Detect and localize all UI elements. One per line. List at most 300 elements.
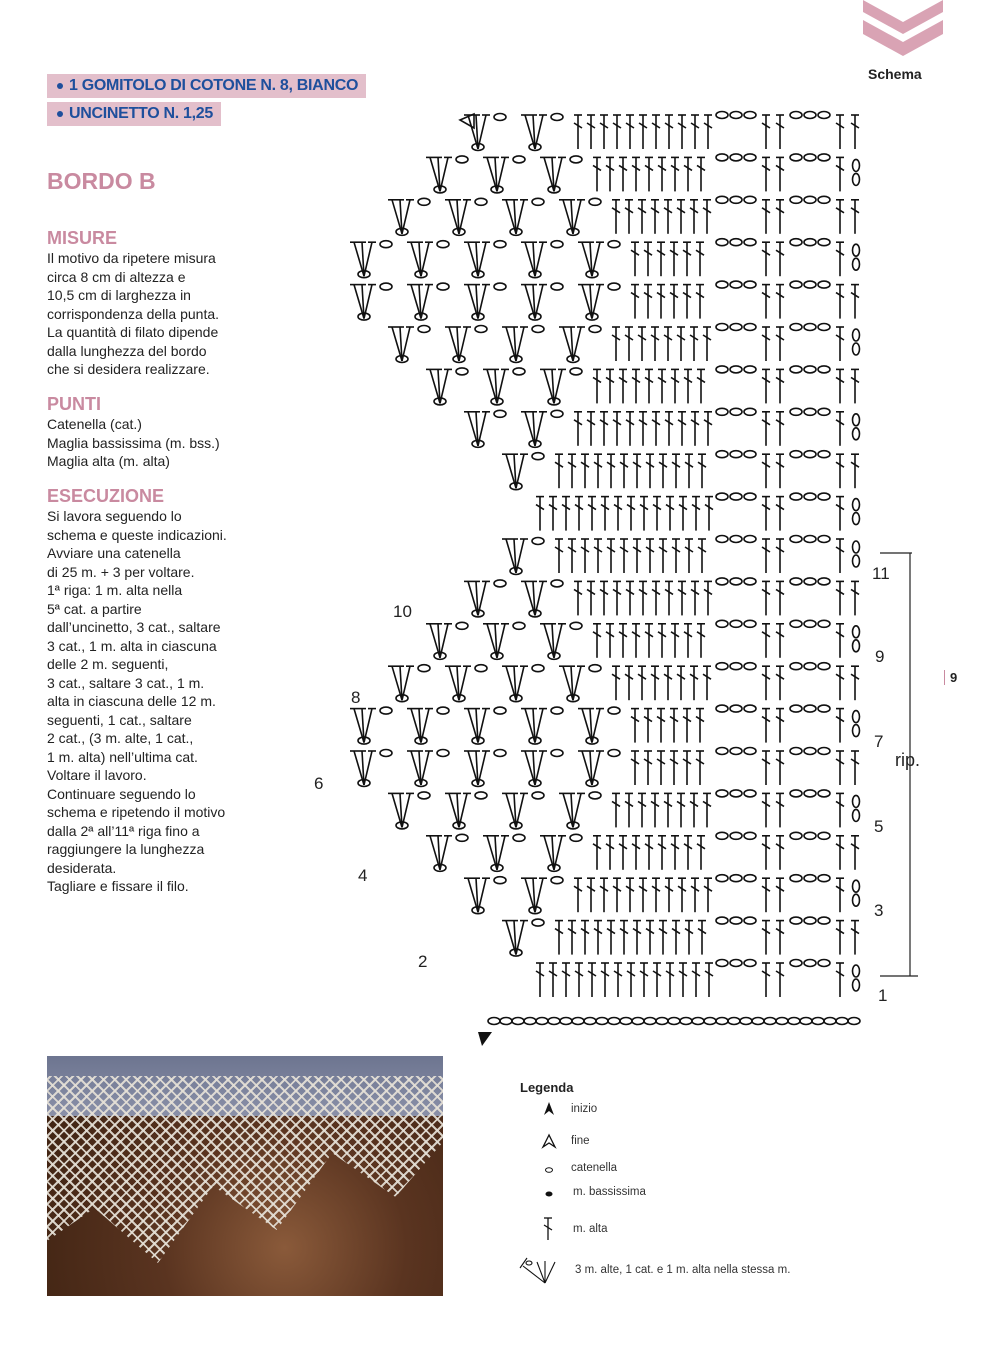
text-line: di 25 m. + 3 per voltare. (47, 563, 195, 580)
chain-stitch (744, 748, 756, 755)
row-label: 7 (874, 732, 884, 751)
text-line: 1ª riga: 1 m. alta nella (47, 582, 183, 598)
text-line: circa 8 cm di altezza e (47, 268, 186, 285)
page-title: BORDO B (47, 168, 156, 194)
chain-stitch (570, 156, 582, 163)
chain-stitch (818, 112, 830, 119)
chain-stitch (596, 1018, 608, 1025)
chain-stitch (790, 408, 802, 415)
text-line: schema e ripetendo il motivo (47, 804, 226, 820)
turning-chain (853, 880, 860, 892)
chain-stitch (716, 196, 728, 203)
chain-stitch (456, 368, 468, 375)
text-line: Maglia bassissima (m. bss.) (47, 434, 220, 451)
chain-stitch (744, 239, 756, 246)
turning-chain (853, 173, 860, 185)
text-line: 2 cat., (3 m. alte, 1 cat., (47, 730, 194, 746)
chain-stitch (716, 748, 728, 755)
chain-stitch (608, 241, 620, 248)
chain-stitch (790, 578, 802, 585)
heading-esecuzione: ESECUZIONE (47, 486, 165, 506)
chain-stitch (804, 281, 816, 288)
chain-stitch (551, 241, 563, 248)
chain-stitch (570, 622, 582, 629)
turning-chain (853, 513, 860, 525)
chain-stitch (644, 1018, 656, 1025)
chain-stitch (744, 493, 756, 500)
row-label: 5 (874, 817, 884, 836)
chain-stitch (532, 919, 544, 926)
chain-stitch (790, 451, 802, 458)
chain-stitch (536, 1018, 548, 1025)
chain-stitch (804, 578, 816, 585)
chain-stitch (512, 1018, 524, 1025)
chain-stitch (494, 410, 506, 417)
chain-stitch (570, 368, 582, 375)
text-line: Maglia alta (m. alta) (47, 453, 170, 469)
chain-stitch (744, 960, 756, 967)
chain-stitch (716, 408, 728, 415)
chain-stitch (818, 281, 830, 288)
text-line: Si lavora seguendo lo (47, 508, 182, 524)
text-line: delle 2 m. seguenti, (47, 656, 169, 672)
chain-stitch (494, 877, 506, 884)
chain-stitch (494, 707, 506, 714)
turning-chain (853, 626, 860, 638)
chain-stitch (804, 536, 816, 543)
chain-stitch (730, 578, 742, 585)
chain-oval-icon (546, 1168, 553, 1173)
text-line: dall’uncinetto, 3 cat., saltare (47, 619, 221, 635)
chain-stitch (790, 620, 802, 627)
chain-stitch (836, 1018, 848, 1025)
chain-stitch (818, 832, 830, 839)
chain-stitch (804, 705, 816, 712)
chain-stitch (818, 663, 830, 670)
chain-stitch (437, 707, 449, 714)
chain-stitch (818, 196, 830, 203)
chain-stitch (804, 748, 816, 755)
chain-stitch (728, 1018, 740, 1025)
chain-stitch (818, 578, 830, 585)
end-arrow-icon (460, 114, 474, 128)
chain-stitch (716, 281, 728, 288)
turning-chain (853, 711, 860, 723)
chain-stitch (456, 622, 468, 629)
legend-label: 3 m. alte, 1 cat. e 1 m. alta nella stessa m. (575, 1264, 791, 1276)
chain-stitch (744, 578, 756, 585)
chain-stitch (744, 451, 756, 458)
chain-stitch (494, 114, 506, 121)
chain-stitch (818, 154, 830, 161)
chain-stitch (572, 1018, 584, 1025)
chain-stitch (740, 1018, 752, 1025)
text-line: La quantità di filato dipende (47, 324, 219, 340)
chain-stitch (668, 1018, 680, 1025)
chain-stitch (818, 239, 830, 246)
chain-stitch (730, 705, 742, 712)
chain-stitch (716, 451, 728, 458)
chain-stitch (730, 663, 742, 670)
double-crochet-icon (544, 1218, 552, 1240)
chain-stitch (716, 154, 728, 161)
chain-stitch (818, 451, 830, 458)
chain-stitch (818, 493, 830, 500)
chain-stitch (730, 451, 742, 458)
chain-stitch (532, 326, 544, 333)
text-line: dalla 2ª all’11ª riga fino a (47, 822, 200, 839)
turning-chain (853, 555, 860, 567)
chain-stitch (716, 578, 728, 585)
start-arrow-icon (478, 1032, 492, 1046)
text-line: Continuare seguendo lo (47, 785, 196, 802)
turning-chain (853, 795, 860, 807)
chain-stitch (804, 620, 816, 627)
chain-stitch (818, 875, 830, 882)
chain-stitch (804, 366, 816, 373)
chain-stitch (532, 792, 544, 799)
chain-stitch (716, 917, 728, 924)
chain-stitch (716, 960, 728, 967)
chain-stitch (804, 663, 816, 670)
turning-chain (853, 329, 860, 341)
chain-stitch (730, 112, 742, 119)
chain-stitch (730, 748, 742, 755)
turning-chain (853, 809, 860, 821)
chain-stitch (744, 790, 756, 797)
chain-stitch (818, 748, 830, 755)
chain-stitch (437, 750, 449, 757)
chain-stitch (730, 790, 742, 797)
chain-stitch (680, 1018, 692, 1025)
chain-stitch (716, 1018, 728, 1025)
chain-stitch (776, 1018, 788, 1025)
chain-stitch (818, 705, 830, 712)
chain-stitch (608, 707, 620, 714)
chain-stitch (744, 408, 756, 415)
chain-stitch (532, 198, 544, 205)
chain-stitch (744, 196, 756, 203)
chain-stitch (752, 1018, 764, 1025)
text-line: desiderata. (47, 859, 117, 876)
chain-stitch (790, 154, 802, 161)
chain-stitch (790, 705, 802, 712)
chain-stitch (818, 917, 830, 924)
chain-stitch (730, 917, 742, 924)
chain-stitch (437, 241, 449, 248)
chain-stitch (716, 620, 728, 627)
turning-chain (853, 414, 860, 426)
chain-stitch (716, 239, 728, 246)
chain-stitch (744, 366, 756, 373)
turning-chain (853, 499, 860, 511)
turning-chain (853, 343, 860, 355)
turning-chain (853, 159, 860, 171)
text-line: Avviare una catenella (47, 545, 181, 561)
chain-stitch (380, 750, 392, 757)
page-number: 9 (944, 670, 957, 685)
chain-stitch (764, 1018, 776, 1025)
heading-misure: MISURE (47, 228, 118, 248)
chain-stitch (437, 283, 449, 290)
chain-stitch (513, 156, 525, 163)
chain-stitch (790, 917, 802, 924)
section-label: Schema (868, 66, 922, 82)
chain-stitch (790, 960, 802, 967)
text-line: Catenella (cat.) (47, 416, 142, 432)
chain-stitch (730, 536, 742, 543)
chain-stitch (818, 790, 830, 797)
chain-stitch (730, 366, 742, 373)
filled-arrow-icon (544, 1102, 554, 1115)
chain-stitch (730, 620, 742, 627)
chain-stitch (524, 1018, 536, 1025)
chain-stitch (548, 1018, 560, 1025)
chain-stitch (790, 536, 802, 543)
chain-stitch (589, 326, 601, 333)
outline-arrow-icon (543, 1135, 555, 1147)
chain-stitch (418, 665, 430, 672)
chain-stitch (790, 832, 802, 839)
chain-stitch (790, 748, 802, 755)
chain-stitch (804, 875, 816, 882)
chain-stitch (475, 326, 487, 333)
chain-stitch (716, 832, 728, 839)
chain-stitch (730, 281, 742, 288)
chain-stitch (744, 917, 756, 924)
legend-label: inizio (571, 1103, 598, 1115)
chain-stitch (790, 790, 802, 797)
chain-stitch (818, 960, 830, 967)
chain-stitch (716, 790, 728, 797)
row-label: 10 (393, 602, 412, 621)
material-text: 1 GOMITOLO DI COTONE N. 8, BIANCO (69, 77, 359, 94)
chain-stitch (716, 663, 728, 670)
chain-stitch (744, 832, 756, 839)
chain-stitch (494, 241, 506, 248)
chain-stitch (716, 366, 728, 373)
row-label: 11 (872, 564, 890, 583)
text-line: che si desidera realizzare. (47, 361, 210, 377)
chain-stitch (744, 705, 756, 712)
turning-chain (853, 725, 860, 737)
row-label: 1 (878, 986, 888, 1005)
chain-stitch (790, 663, 802, 670)
turning-chain (853, 965, 860, 977)
chain-stitch (804, 832, 816, 839)
chain-stitch (818, 324, 830, 331)
chain-stitch (500, 1018, 512, 1025)
chain-stitch (494, 580, 506, 587)
legend-label: catenella (571, 1162, 618, 1174)
chain-stitch (804, 790, 816, 797)
chain-stitch (804, 960, 816, 967)
chain-stitch (560, 1018, 572, 1025)
chain-stitch (730, 960, 742, 967)
legend-label: m. alta (573, 1223, 608, 1235)
chain-stitch (716, 705, 728, 712)
chain-stitch (716, 493, 728, 500)
chain-stitch (804, 324, 816, 331)
chain-stitch (475, 665, 487, 672)
chain-stitch (716, 875, 728, 882)
chain-stitch (818, 620, 830, 627)
turning-chain (853, 244, 860, 256)
chain-stitch (456, 834, 468, 841)
chain-stitch (494, 283, 506, 290)
chain-stitch (824, 1018, 836, 1025)
text-line: 5ª cat. a partire (47, 600, 142, 617)
chain-stitch (494, 750, 506, 757)
chain-stitch (716, 536, 728, 543)
chain-stitch (551, 877, 563, 884)
text-line: schema e queste indicazioni. (47, 526, 227, 543)
chain-stitch (620, 1018, 632, 1025)
text-line: dalla lunghezza del bordo (47, 342, 207, 359)
text-line: alta in ciascuna delle 12 m. (47, 693, 216, 709)
chain-stitch (475, 198, 487, 205)
chain-stitch (790, 239, 802, 246)
chain-stitch (551, 750, 563, 757)
chain-stitch (584, 1018, 596, 1025)
chain-stitch (744, 281, 756, 288)
chain-stitch (513, 622, 525, 629)
chain-stitch (551, 580, 563, 587)
chain-stitch (704, 1018, 716, 1025)
turning-chain (853, 258, 860, 270)
chain-stitch (790, 112, 802, 119)
row-label: 8 (351, 688, 361, 707)
chain-stitch (818, 536, 830, 543)
chain-stitch (570, 834, 582, 841)
chain-stitch (656, 1018, 668, 1025)
chain-stitch (790, 366, 802, 373)
chain-stitch (790, 493, 802, 500)
chain-stitch (744, 620, 756, 627)
row-label: 4 (358, 866, 368, 885)
chain-stitch (608, 750, 620, 757)
chain-stitch (716, 112, 728, 119)
chain-stitch (744, 875, 756, 882)
chain-stitch (532, 453, 544, 460)
chain-stitch (730, 154, 742, 161)
fan-icon (520, 1258, 555, 1283)
text-line: Tagliare e fissare il filo. (47, 878, 189, 894)
chain-stitch (744, 536, 756, 543)
repeat-label: rip. (895, 750, 921, 770)
chain-stitch (551, 114, 563, 121)
chain-stitch (551, 707, 563, 714)
text-line: corrispondenza della punta. (47, 305, 220, 322)
row-label: 6 (314, 774, 324, 793)
legend-icons (515, 1098, 575, 1288)
turning-chain (853, 541, 860, 553)
chain-stitch (848, 1018, 860, 1025)
text-line: 10,5 cm di larghezza in (47, 287, 191, 303)
chain-stitch (488, 1018, 500, 1025)
chain-stitch (532, 538, 544, 545)
chain-stitch (632, 1018, 644, 1025)
chain-stitch (790, 324, 802, 331)
text-line: 1 m. alta) nell’ultima cat. (47, 748, 198, 765)
chain-stitch (418, 198, 430, 205)
text-line: Voltare il lavoro. (47, 767, 147, 783)
turning-chain (853, 979, 860, 991)
chain-stitch (804, 112, 816, 119)
chain-stitch (804, 196, 816, 203)
chain-stitch (804, 493, 816, 500)
turning-chain (853, 428, 860, 440)
lace-photo (47, 1056, 443, 1296)
chain-stitch (800, 1018, 812, 1025)
chain-stitch (804, 408, 816, 415)
chain-stitch (380, 707, 392, 714)
chain-stitch (730, 239, 742, 246)
chain-stitch (589, 792, 601, 799)
chain-stitch (818, 408, 830, 415)
chain-stitch (380, 283, 392, 290)
chain-stitch (551, 410, 563, 417)
chain-stitch (790, 196, 802, 203)
chain-stitch (380, 241, 392, 248)
chain-stitch (418, 792, 430, 799)
row-label: 2 (418, 952, 428, 971)
text-line: 3 cat., 1 m. alta in ciascuna (47, 637, 217, 654)
turning-chain (853, 894, 860, 906)
chain-stitch (716, 324, 728, 331)
chain-stitch (730, 875, 742, 882)
chain-stitch (818, 366, 830, 373)
chain-stitch (589, 665, 601, 672)
chain-stitch (744, 663, 756, 670)
text-line: Il motivo da ripetere misura (47, 250, 216, 266)
chain-stitch (730, 832, 742, 839)
chain-stitch (551, 283, 563, 290)
dot-icon (546, 1192, 553, 1197)
heading-punti: PUNTI (47, 394, 101, 414)
chain-stitch (744, 324, 756, 331)
chain-stitch (589, 198, 601, 205)
chain-stitch (532, 665, 544, 672)
chain-stitch (788, 1018, 800, 1025)
chain-stitch (730, 196, 742, 203)
text-line: seguenti, 1 cat., saltare (47, 711, 192, 728)
material-text: UNCINETTO N. 1,25 (69, 105, 213, 122)
chain-stitch (730, 324, 742, 331)
chain-stitch (418, 326, 430, 333)
chain-stitch (744, 112, 756, 119)
legend-label: m. bassissima (573, 1186, 646, 1198)
chain-stitch (608, 283, 620, 290)
chain-stitch (790, 281, 802, 288)
chain-stitch (475, 792, 487, 799)
text-line: raggiungere la lunghezza (47, 841, 205, 857)
chain-stitch (790, 875, 802, 882)
chain-stitch (692, 1018, 704, 1025)
row-label: 3 (874, 901, 884, 920)
chain-stitch (744, 154, 756, 161)
turning-chain (853, 640, 860, 652)
chain-stitch (804, 239, 816, 246)
chain-stitch (730, 493, 742, 500)
chain-stitch (513, 834, 525, 841)
legend-label: fine (571, 1135, 590, 1147)
chain-stitch (513, 368, 525, 375)
chain-stitch (456, 156, 468, 163)
chain-stitch (730, 408, 742, 415)
chain-stitch (812, 1018, 824, 1025)
chain-stitch (608, 1018, 620, 1025)
